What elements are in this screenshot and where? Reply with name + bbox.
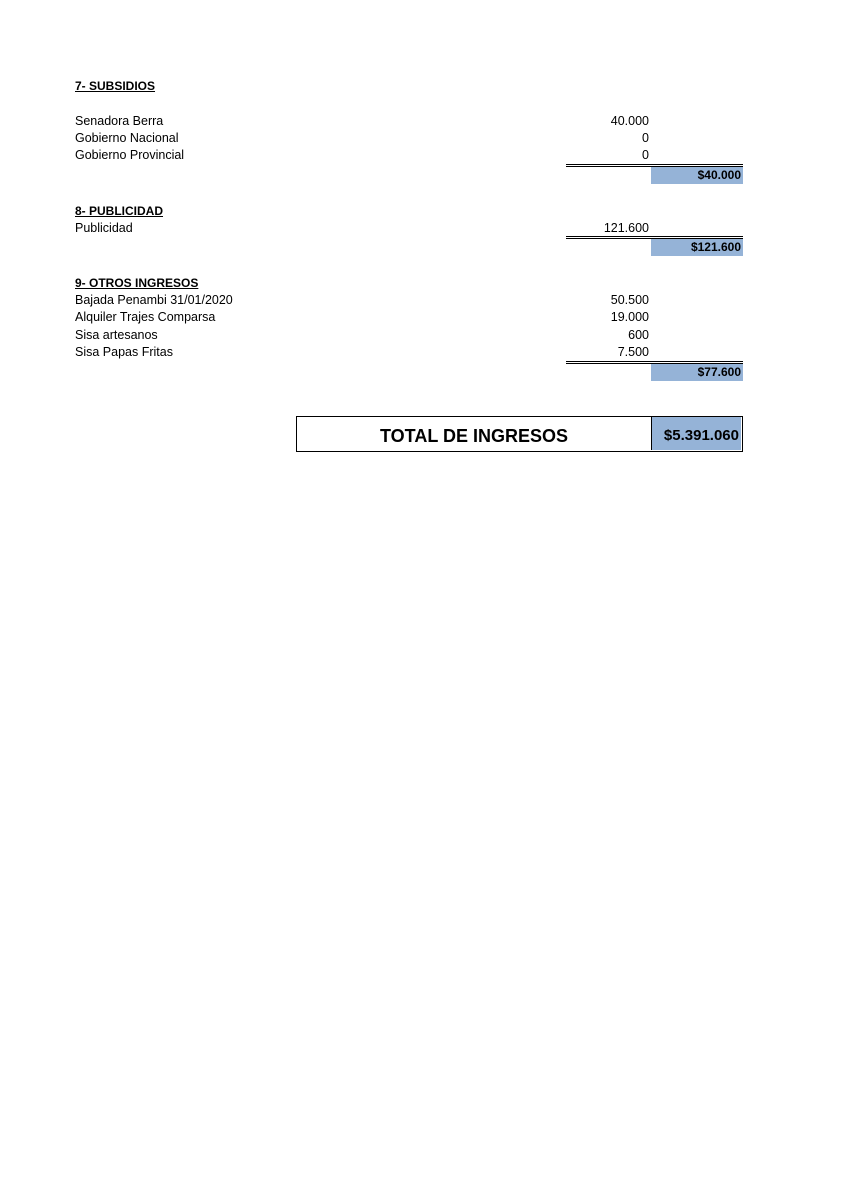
line-item-label: Gobierno Nacional bbox=[75, 131, 179, 145]
section-subtotal: $121.600 bbox=[651, 239, 743, 256]
total-label: TOTAL DE INGRESOS bbox=[379, 426, 569, 446]
line-item-label: Bajada Penambi 31/01/2020 bbox=[75, 293, 233, 307]
line-item-amount: 50.500 bbox=[610, 293, 649, 307]
section-subtotal: $40.000 bbox=[651, 167, 743, 184]
line-item-label: Publicidad bbox=[75, 221, 133, 235]
line-item-amount: 0 bbox=[642, 148, 649, 162]
section-heading-otros-ingresos: 9- OTROS INGRESOS bbox=[75, 276, 199, 290]
section-heading-subsidios: 7- SUBSIDIOS bbox=[75, 79, 156, 93]
line-item-amount: 600 bbox=[628, 328, 649, 342]
section-heading-publicidad: 8- PUBLICIDAD bbox=[75, 204, 164, 218]
line-item-amount: 0 bbox=[642, 131, 649, 145]
line-item-amount: 7.500 bbox=[617, 345, 649, 359]
line-item-label: Sisa Papas Fritas bbox=[75, 345, 173, 359]
line-item-label: Senadora Berra bbox=[75, 114, 164, 128]
line-item-amount: 40.000 bbox=[610, 114, 649, 128]
line-item-amount: 19.000 bbox=[610, 310, 649, 324]
total-value: $5.391.060 bbox=[651, 417, 741, 450]
section-subtotal: $77.600 bbox=[651, 364, 743, 381]
line-item-label: Gobierno Provincial bbox=[75, 148, 185, 162]
total-box bbox=[296, 416, 743, 452]
line-item-label: Sisa artesanos bbox=[75, 328, 158, 342]
line-item-amount: 121.600 bbox=[603, 221, 649, 235]
line-item-label: Alquiler Trajes Comparsa bbox=[75, 310, 216, 324]
